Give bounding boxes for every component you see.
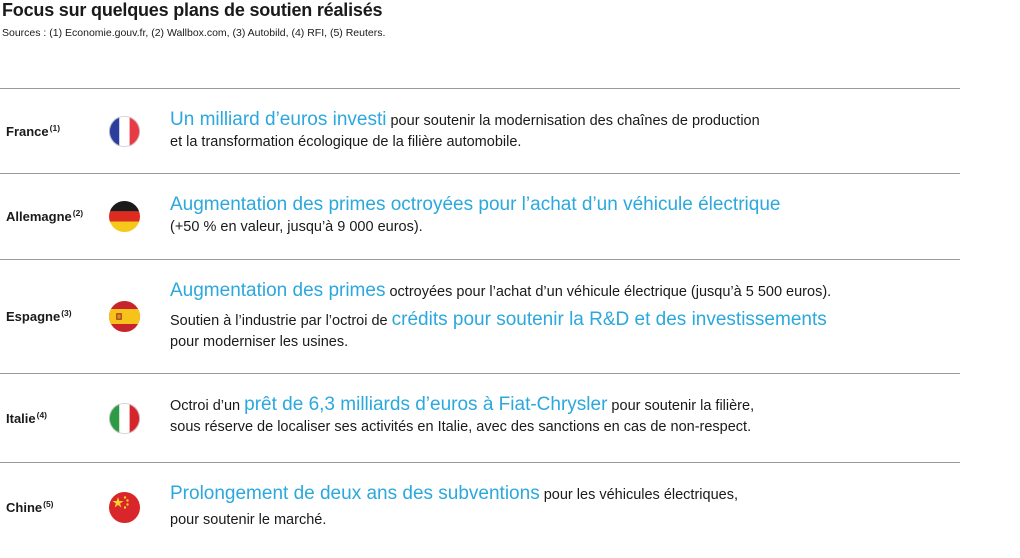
- highlight-text: Augmentation des primes octroyées pour l’achat d’un véhicule électrique: [170, 194, 781, 215]
- germany-flag-icon: [109, 201, 140, 232]
- table-row-italy: [0, 374, 960, 463]
- china-flag-icon: [109, 492, 140, 523]
- table-row-france: [0, 89, 960, 174]
- italy-flag-icon: [109, 403, 140, 434]
- country-name: Allemagne: [6, 209, 72, 224]
- france-flag-icon: [109, 116, 140, 147]
- description-text: Soutien à l’industrie par l’octroi de: [170, 313, 392, 329]
- description-text: (+50 % en valeur, jusqu’à 9 000 euros).: [170, 219, 423, 235]
- highlight-text: Un milliard d’euros investi: [170, 109, 387, 130]
- country-name: Italie: [6, 411, 36, 426]
- sources-note: Sources : (1) Economie.gouv.fr, (2) Wallbox.com, (3) Autobild, (4) RFI, (5) Reuters.: [2, 27, 386, 39]
- plan-description: [170, 280, 960, 353]
- description-text: pour les véhicules électriques,: [539, 487, 738, 503]
- spain-flag-icon: [109, 301, 140, 332]
- plan-description: [170, 483, 960, 531]
- description-text: pour moderniser les usines.: [170, 334, 349, 350]
- source-ref: (3): [61, 308, 72, 318]
- country-label: [6, 308, 72, 324]
- description-text: pour soutenir la filière,: [607, 398, 755, 414]
- description-text: et la transformation écologique de la filière automobile.: [170, 134, 522, 150]
- source-ref: (4): [36, 410, 48, 420]
- support-plans-table: [0, 88, 960, 558]
- description-text: pour soutenir la modernisation des chaînes de production: [386, 113, 760, 129]
- table-row-china: [0, 463, 960, 558]
- plan-description: [170, 194, 960, 238]
- source-ref: (2): [72, 208, 84, 218]
- plan-description: [170, 394, 960, 438]
- description-text: Octroi d’un: [170, 398, 245, 414]
- country-name: France: [6, 124, 49, 139]
- country-name: Espagne: [6, 309, 61, 324]
- country-label: [6, 208, 83, 224]
- description-text: pour soutenir le marché.: [170, 512, 327, 528]
- description-text: sous réserve de localiser ses activités en Italie, avec des sanctions en cas de non-respect.: [170, 419, 752, 435]
- highlight-text: Prolongement de deux ans des subventions: [170, 483, 540, 504]
- source-ref: (1): [49, 123, 61, 133]
- table-row-germany: [0, 174, 960, 260]
- page-title: Focus sur quelques plans de soutien réalisés: [2, 0, 383, 20]
- highlight-text: crédits pour soutenir la R&D et des investissements: [391, 309, 827, 330]
- table-row-spain: [0, 260, 960, 374]
- source-ref: (5): [43, 499, 54, 509]
- country-name: Chine: [6, 500, 43, 515]
- highlight-text: Augmentation des primes: [170, 280, 386, 301]
- highlight-text: prêt de 6,3 milliards d’euros à Fiat-Chrysler: [244, 394, 608, 415]
- country-label: [6, 499, 54, 515]
- country-label: [6, 410, 47, 426]
- country-label: [6, 123, 60, 139]
- plan-description: [170, 109, 960, 153]
- description-text: octroyées pour l’achat d’un véhicule électrique (jusqu’à 5 500 euros).: [385, 284, 832, 300]
